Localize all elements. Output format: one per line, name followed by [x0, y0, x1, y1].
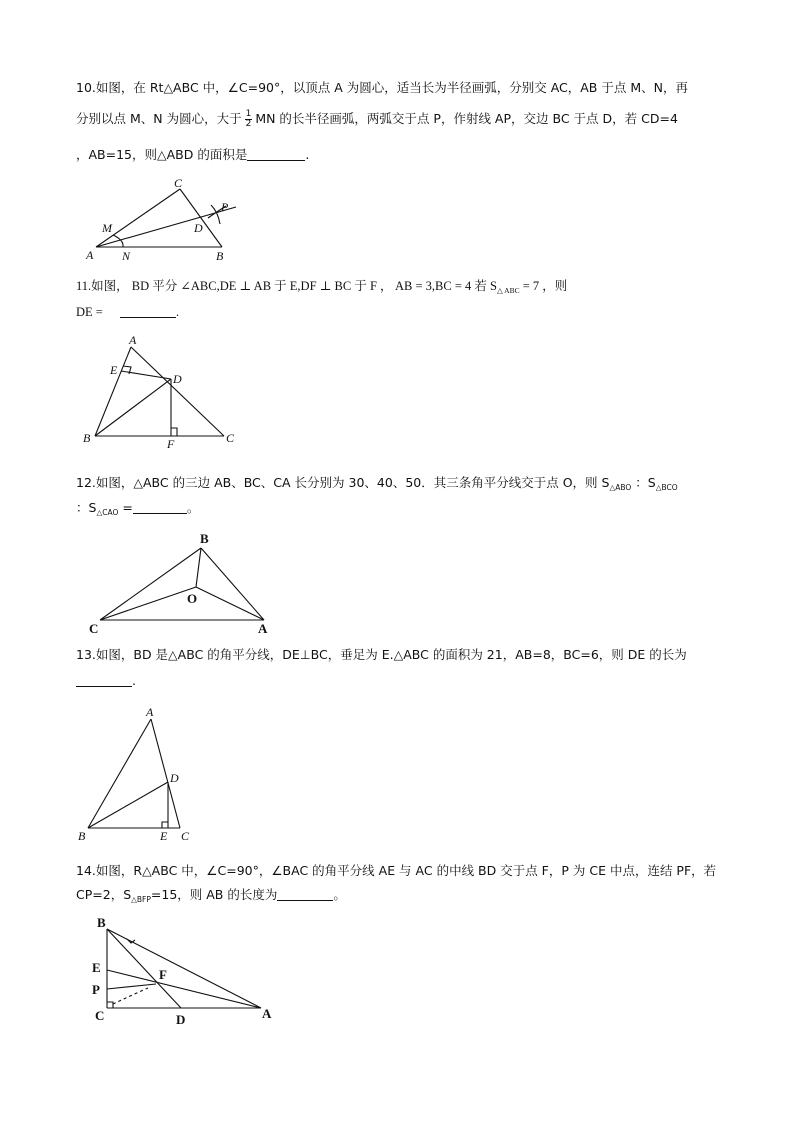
q10-label-m: M [102, 221, 112, 235]
q11-label-f: F [167, 437, 175, 451]
q13-label-e: E [160, 829, 168, 843]
q12-line-2-text: ：S [76, 500, 97, 515]
q14-subscript-bfp: △BFP [131, 895, 151, 904]
q14-line-1: 14.如图，R△ABC 中，∠C=90°，∠BAC 的角平分线 AE 与 AC 的中线 BD 交于点 F，P 为 CE 中点，连结 PF，若 [76, 863, 717, 878]
q10-fraction-denominator: 2 [245, 119, 252, 129]
q11-line-2-text: DE = [76, 305, 103, 319]
q10-label-d: D [194, 221, 203, 235]
q12-label-b: B [200, 531, 209, 546]
q10-line-3-period: . [305, 147, 310, 162]
q10-line-2-end: MN 的长半径画弧，两弧交于点 P，作射线 AP，交边 BC 于点 D，若 CD=4 [255, 111, 678, 126]
q10-label-a: A [86, 248, 94, 262]
q10-label-b: B [216, 249, 224, 263]
q12-subscript-abo: △ABO [609, 483, 632, 492]
q13-label-d: D [170, 771, 179, 785]
q11-label-a: A [129, 333, 137, 347]
q10-line-1: 10.如图，在 Rt△ABC 中，∠C=90°，以顶点 A 为圆心，适当长为半径画弧，分别交 AC，AB 于点 M、N，再 [76, 80, 688, 95]
q12-line-2-period: 。 [186, 500, 200, 515]
q13-label-a: A [146, 705, 154, 719]
q12-subscript-cao: △CAO [96, 508, 119, 517]
q10-label-n: N [122, 249, 131, 263]
q14-line-2-text: CP=2，S [76, 887, 132, 902]
q14-label-e: E [92, 960, 101, 975]
q11-label-b: B [83, 431, 91, 445]
q11-line-1-end: = 7 ，则 [519, 279, 568, 293]
q10-line-2-start: 分别以点 M、N 为圆心，大于 [76, 111, 242, 126]
q14-segment-pf [107, 984, 156, 989]
q14-segment-ea [107, 970, 261, 1008]
q11-line-1-text: 11.如图， BD 平分 ∠ABC,DE ⊥ AB 于 E,DF ⊥ BC 于 F ， AB = 3,BC = 4 若 S [76, 279, 497, 293]
q13-line-1: 13.如图，BD 是△ABC 的角平分线，DE⊥BC，垂足为 E.△ABC 的面积为 21，AB=8，BC=6，则 DE 的长为 [76, 647, 687, 662]
q11-label-d: D [173, 372, 182, 386]
q14-line-2-period: 。 [333, 887, 346, 902]
q10-line-3-text: ，AB=15，则△ABD 的面积是 [76, 147, 248, 162]
q14-label-c: C [95, 1008, 105, 1023]
q11-label-c: C [226, 431, 235, 445]
q12-colon-1: ：S [631, 475, 656, 490]
q14-dashed-arc [113, 988, 148, 1004]
q10-label-c: C [174, 176, 183, 190]
q13-label-b: B [78, 829, 86, 843]
q10-fraction-numerator: 1 [245, 109, 252, 119]
q14-right-angle-c [107, 1002, 113, 1008]
q14-label-f: F [159, 967, 167, 982]
q14-segment-bd [107, 929, 181, 1008]
q10-label-p: P [221, 200, 229, 214]
q12-line-1-text: 12.如图，△ABC 的三边 AB、BC、CA 长分别为 30、40、50．其三条角平分线交于点 O，则 S [76, 475, 610, 490]
q12-label-o: O [187, 591, 198, 606]
q14-label-a: A [262, 1006, 272, 1021]
q14-label-d: D [176, 1012, 186, 1027]
q14-line-2-mid: =15，则 AB 的长度为 [150, 887, 278, 902]
q12-equals: = [118, 500, 133, 515]
q11-subscript: △ ABC [496, 286, 520, 295]
q14-label-p: P [92, 982, 100, 997]
q11-label-e: E [110, 363, 118, 377]
q14-label-b: B [97, 915, 106, 930]
q12-subscript-bco: △BCO [655, 483, 678, 492]
q12-label-a: A [258, 621, 268, 636]
q13-line-2-period: . [132, 673, 136, 688]
q11-line-2-period: . [175, 305, 180, 319]
q12-label-c: C [89, 621, 99, 636]
q13-label-c: C [181, 829, 190, 843]
